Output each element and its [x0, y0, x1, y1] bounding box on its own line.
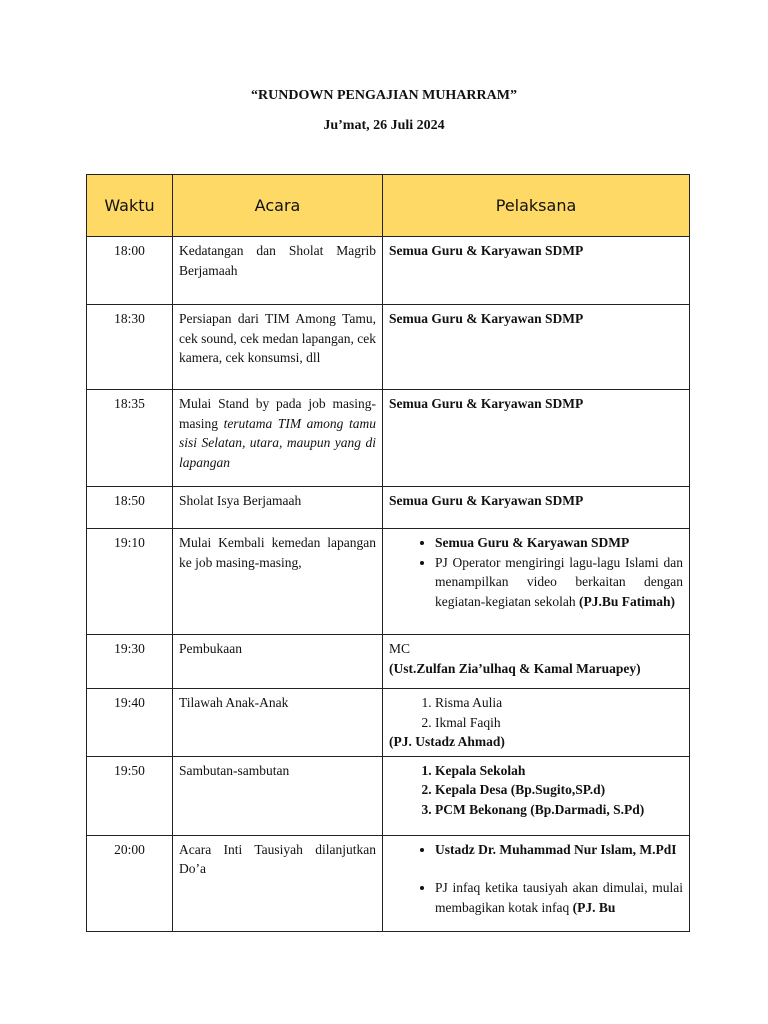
table-row [87, 390, 690, 487]
list-item-pj: (PJ.Bu Fatimah) [578, 593, 675, 609]
cell-time: 20:00 [87, 835, 173, 931]
table-row [87, 305, 690, 390]
cell-acara: Kedatangan dan Sholat Magrib Berjamaah [173, 237, 383, 305]
list-item: 1. Risma Aulia [435, 693, 683, 713]
cell-acara: Pembukaan [173, 635, 383, 689]
table-row [87, 756, 690, 835]
rundown-table [86, 174, 690, 932]
cell-time: 19:40 [87, 689, 173, 757]
list-item: 3. PCM Bekonang (Bp.Darmadi, S.Pd) [435, 800, 683, 820]
cell-time: 18:50 [87, 487, 173, 529]
list-item-text: PJ infaq ketika tausiyah akan dimulai, mulai membagikan kotak infaq [435, 880, 683, 915]
cell-acara [173, 390, 383, 487]
document-title: “RUNDOWN PENGAJIAN MUHARRAM” [251, 88, 517, 103]
table-row [87, 635, 690, 689]
table-header-row [87, 175, 690, 237]
pelaksana-list [389, 840, 683, 918]
cell-pelaksana [383, 689, 690, 757]
cell-pelaksana: Semua Guru & Karyawan SDMP [383, 390, 690, 487]
list-item: 2. Kepala Desa (Bp.Sugito,SP.d) [435, 780, 683, 800]
list-item: • Semua Guru & Karyawan SDMP [435, 533, 683, 553]
list-item-text: PJ Operator mengiringi lagu-lagu Islami dan menampilkan video berkaitan dengan kegiatan-kegiatan sekolah [435, 554, 683, 609]
cell-acara: Sholat Isya Berjamaah [173, 487, 383, 529]
column-header-waktu: Waktu [87, 175, 173, 237]
pelaksana-names: (Ust.Zulfan Zia’ulhaq & Kamal Maruapey) [389, 660, 641, 676]
list-item: 2. Ikmal Faqih [435, 713, 683, 733]
cell-acara: Sambutan-sambutan [173, 756, 383, 835]
table-row [87, 689, 690, 757]
pelaksana-list [389, 761, 683, 820]
table-row [87, 835, 690, 931]
cell-acara: Persiapan dari TIM Among Tamu, cek sound, cek medan lapangan, cek kamera, cek konsumsi, dll [173, 305, 383, 390]
list-item [435, 553, 683, 612]
cell-time: 18:00 [87, 237, 173, 305]
cell-acara: Mulai Kembali kemedan lapangan ke job masing-masing, [173, 529, 383, 635]
document-date: Ju’mat, 26 Juli 2024 [323, 118, 445, 133]
table-row [87, 487, 690, 529]
column-header-acara: Acara [173, 175, 383, 237]
pelaksana-list [389, 693, 683, 732]
cell-pelaksana: Semua Guru & Karyawan SDMP [383, 305, 690, 390]
column-header-pelaksana: Pelaksana [383, 175, 690, 237]
cell-pelaksana [383, 835, 690, 931]
acara-text: Mulai Stand by pada job masing-masing [179, 396, 376, 431]
list-item: • Ustadz Dr. Muhammad Nur Islam, M.PdI [435, 840, 683, 860]
cell-pelaksana [383, 756, 690, 835]
table-row [87, 529, 690, 635]
cell-acara: Acara Inti Tausiyah dilanjutkan Do’a [173, 835, 383, 931]
cell-time: 18:35 [87, 390, 173, 487]
cell-time: 19:10 [87, 529, 173, 635]
table-row [87, 237, 690, 305]
list-item: 1. Kepala Sekolah [435, 761, 683, 781]
cell-pelaksana [383, 529, 690, 635]
pelaksana-role: MC [389, 641, 411, 656]
pelaksana-pj: (PJ. Ustadz Ahmad) [389, 734, 505, 749]
cell-pelaksana [383, 635, 690, 689]
cell-pelaksana: Semua Guru & Karyawan SDMP [383, 237, 690, 305]
list-item [435, 878, 683, 917]
acara-italic-note: terutama TIM among tamu sisi Selatan, utara, maupun yang di lapangan [179, 415, 376, 470]
cell-time: 19:30 [87, 635, 173, 689]
cell-acara: Tilawah Anak-Anak [173, 689, 383, 757]
cell-pelaksana: Semua Guru & Karyawan SDMP [383, 487, 690, 529]
cell-time: 19:50 [87, 756, 173, 835]
list-item-pj: (PJ. Bu [572, 899, 616, 915]
cell-time: 18:30 [87, 305, 173, 390]
pelaksana-list [389, 533, 683, 611]
